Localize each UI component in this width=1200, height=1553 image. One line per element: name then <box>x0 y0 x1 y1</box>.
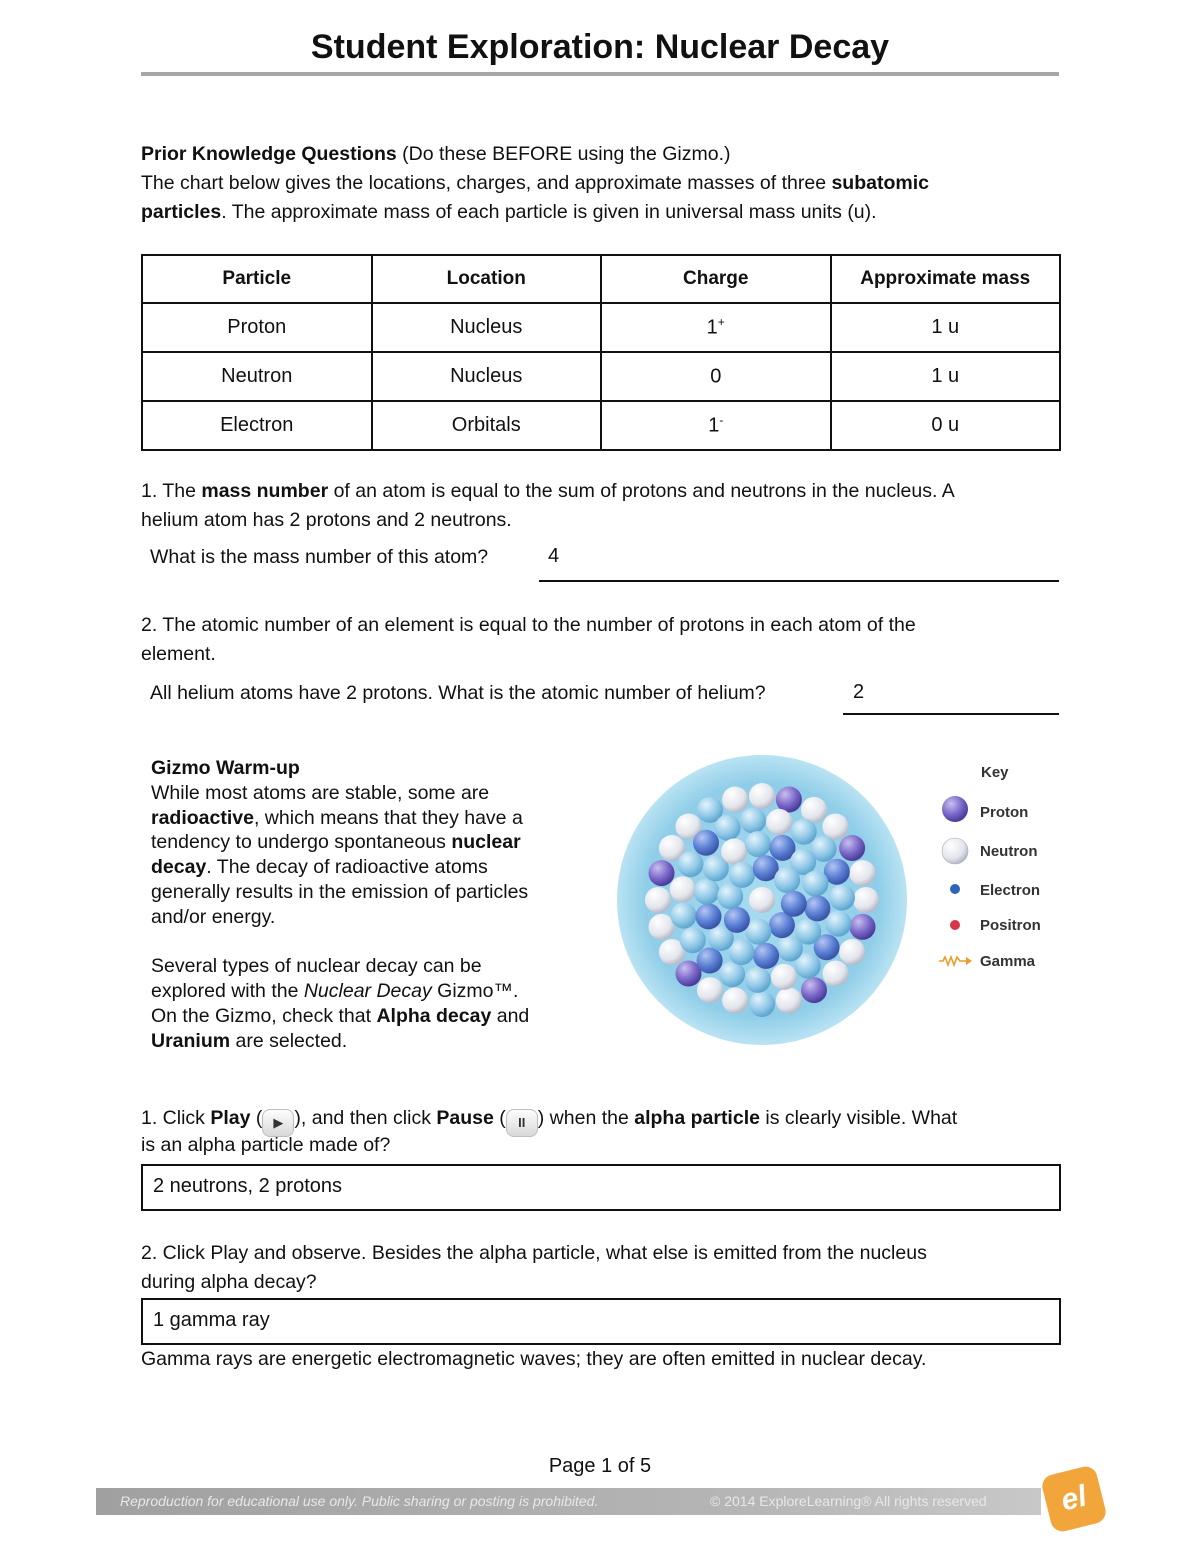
neutron-particle <box>697 977 723 1003</box>
neutron-particle <box>645 887 671 913</box>
table-header: Location <box>372 255 602 303</box>
proton-particle <box>776 787 802 813</box>
q2-answer-line <box>843 713 1059 715</box>
neutron-particle <box>715 815 741 841</box>
prior-intro-text: The chart below gives the locations, charges, and approximate masses of three <box>141 172 832 194</box>
charge-value: 1 <box>708 414 720 437</box>
prior-intro-end: . The approximate mass of each particle is given in universal mass units (u). <box>221 201 877 223</box>
neutron-particle <box>766 809 792 835</box>
neutron-particle <box>829 885 855 911</box>
gamma-note: Gamma rays are energetic electromagnetic waves; they are often emitted in nuclear decay. <box>141 1348 927 1370</box>
neutron-particle <box>729 862 755 888</box>
table-cell: Orbitals <box>372 401 602 450</box>
neutron-particle <box>823 961 849 987</box>
q1-answer-line <box>539 580 1059 582</box>
charge-sign: - <box>719 413 724 428</box>
proton-particle <box>839 835 865 861</box>
neutron-particle <box>777 936 803 962</box>
wq2-line1: 2. Click Play and observe. Besides the alpha particle, what else is emitted from the nucleus <box>141 1242 927 1264</box>
q1-pre: 1. The <box>141 480 202 502</box>
q1-question: What is the mass number of this atom? <box>150 546 489 568</box>
play-button[interactable]: ▶ <box>262 1109 294 1137</box>
table-header: Approximate mass <box>831 255 1061 303</box>
gizmo-name: Nuclear Decay <box>303 980 432 1003</box>
gamma-arrow-icon <box>966 957 972 965</box>
neutron-particle <box>719 961 745 987</box>
proton-particle <box>850 914 876 940</box>
neutron-particle <box>680 927 706 953</box>
neutron-particle <box>745 831 771 857</box>
proton-particle <box>801 977 827 1003</box>
neutron-particle <box>749 991 775 1017</box>
charge-value: 0 <box>710 365 722 388</box>
charge-value: 1 <box>706 316 718 339</box>
table-header: Particle <box>142 255 372 303</box>
warmup-bold: Alpha decay <box>376 1004 492 1027</box>
q2-answer[interactable]: 2 <box>853 681 865 703</box>
neutron-particle <box>771 964 797 990</box>
neutron-particle <box>749 783 775 809</box>
neutron-particle <box>745 967 771 993</box>
table-cell <box>601 401 831 450</box>
wq1-text: ) when the <box>537 1107 635 1129</box>
q2-question: All helium atoms have 2 protons. What is the atomic number of helium? <box>150 682 766 704</box>
neutron-particle <box>774 867 800 893</box>
proton-icon <box>942 796 968 822</box>
warmup-line: Several types of nuclear decay can be <box>151 955 482 978</box>
table-row <box>142 303 1060 352</box>
neutron-particle <box>850 860 876 886</box>
proton-particle <box>724 907 750 933</box>
pause-button[interactable]: II <box>506 1109 538 1137</box>
q1-answer[interactable]: 4 <box>548 545 560 567</box>
warmup-bold: Uranium <box>151 1029 231 1052</box>
q2-line1: 2. The atomic number of an element is equal to the number of protons in each atom of the <box>141 614 916 636</box>
wq2-line2: during alpha decay? <box>141 1271 317 1293</box>
neutron-particle <box>803 871 829 897</box>
key-swatches <box>937 794 973 974</box>
key-item-electron: Electron <box>980 882 1041 899</box>
table-row <box>142 352 1060 401</box>
warmup-bold: radioactive <box>151 806 254 829</box>
particle-table <box>141 254 1061 451</box>
warmup-line: are selected. <box>230 1029 348 1052</box>
table-cell <box>601 303 831 352</box>
title-rule <box>141 72 1059 76</box>
nucleus-illustration <box>612 748 912 1053</box>
neutron-particle <box>671 903 697 929</box>
question-2-text <box>141 611 1071 669</box>
wq2-answer-box[interactable]: 1 gamma ray <box>141 1298 1061 1345</box>
neutron-particle <box>749 887 775 913</box>
page-title: Student Exploration: Nuclear Decay <box>310 28 890 66</box>
warmup-question-1 <box>141 1100 1081 1160</box>
proton-particle <box>696 903 722 929</box>
proton-particle <box>649 860 675 886</box>
neutron-icon <box>942 838 968 864</box>
electron-icon <box>950 884 960 894</box>
table-cell: 1 u <box>831 303 1061 352</box>
key-item-proton: Proton <box>980 804 1029 821</box>
warmup-line: generally results in the emission of particles <box>151 880 529 903</box>
wq1-text: 1. Click <box>141 1107 211 1129</box>
warmup-bold: nuclear <box>451 831 521 854</box>
key-item-positron: Positron <box>980 917 1041 934</box>
question-1-text <box>141 477 1071 535</box>
warmup-line: . The decay of radioactive atoms <box>206 856 488 879</box>
proton-particle <box>697 948 723 974</box>
wq1-play-label: Play <box>210 1107 251 1129</box>
key-item-neutron: Neutron <box>980 843 1038 860</box>
table-cell: Nucleus <box>372 352 602 401</box>
warmup-line: On the Gizmo, check that <box>151 1004 377 1027</box>
neutron-particle <box>791 819 817 845</box>
warmup-line: and/or energy. <box>151 905 276 928</box>
neutron-particle <box>740 808 766 834</box>
nucleus-particles <box>645 783 879 1017</box>
wq1-alpha-label: alpha particle <box>634 1107 760 1129</box>
prior-heading-note: (Do these BEFORE using the Gizmo.) <box>396 143 731 165</box>
key-title: Key <box>981 764 1009 781</box>
q1-line2: helium atom has 2 protons and 2 neutrons. <box>141 509 512 531</box>
table-cell <box>601 352 831 401</box>
warmup-question-2 <box>141 1239 1081 1297</box>
neutron-particle <box>722 787 748 813</box>
gamma-wave-icon <box>939 957 966 965</box>
neutron-particle <box>823 814 849 840</box>
prior-intro-bold: subatomic <box>831 172 929 194</box>
table-row <box>142 401 1060 450</box>
table-header: Charge <box>601 255 831 303</box>
key-item-gamma: Gamma <box>980 953 1036 970</box>
page-number: Page 1 of 5 <box>548 1455 652 1477</box>
wq1-text: is clearly visible. What <box>759 1107 958 1129</box>
particle-key <box>925 758 1065 978</box>
q1-bold: mass number <box>201 480 329 502</box>
table-cell: Proton <box>142 303 372 352</box>
neutron-particle <box>678 851 704 877</box>
explorelearning-logo: el <box>1040 1464 1108 1534</box>
table-header-row <box>142 255 1060 303</box>
neutron-particle <box>776 988 802 1014</box>
proton-particle <box>804 895 830 921</box>
warmup-line: , which means that they have a <box>253 806 523 829</box>
neutron-particle <box>694 879 720 905</box>
neutron-particle <box>853 887 879 913</box>
warmup-bold: decay <box>151 856 207 879</box>
table-cell: 0 u <box>831 401 1061 450</box>
neutron-particle <box>670 876 696 902</box>
neutron-particle <box>839 939 865 965</box>
table-cell: Neutron <box>142 352 372 401</box>
footer-rights: © 2014 ExploreLearning® All rights reserved <box>710 1493 987 1509</box>
prior-heading: Prior Knowledge Questions <box>141 143 397 165</box>
proton-particle <box>753 943 779 969</box>
warmup-line: While most atoms are stable, some are <box>151 781 490 804</box>
q1-post: of an atom is equal to the sum of protons and neutrons in the nucleus. A <box>328 480 955 502</box>
charge-sign: + <box>717 315 725 330</box>
wq1-text: ), and then click <box>294 1107 437 1129</box>
neutron-particle <box>825 911 851 937</box>
warmup-line: tendency to undergo spontaneous <box>151 831 452 854</box>
wq1-pause-label: Pause <box>436 1107 494 1129</box>
wq1-line2: is an alpha particle made of? <box>141 1134 391 1156</box>
table-cell: Electron <box>142 401 372 450</box>
warmup-heading: Gizmo Warm-up <box>151 757 300 779</box>
warmup-text <box>151 756 591 1054</box>
warmup-line: Gizmo™. <box>431 980 519 1003</box>
table-cell: 1 u <box>831 352 1061 401</box>
positron-icon <box>950 920 960 930</box>
table-cell: Nucleus <box>372 303 602 352</box>
wq1-answer-box[interactable]: 2 neutrons, 2 protons <box>141 1164 1061 1211</box>
footer-copyright-notice: Reproduction for educational use only. Public sharing or posting is prohibited. <box>120 1493 599 1509</box>
prior-intro <box>141 140 1071 227</box>
warmup-line: explored with the <box>151 980 304 1003</box>
neutron-particle <box>649 914 675 940</box>
warmup-line: and <box>491 1004 530 1027</box>
proton-particle <box>781 891 807 917</box>
neutron-particle <box>722 988 748 1014</box>
q2-line2: element. <box>141 643 216 665</box>
proton-particle <box>693 830 719 856</box>
prior-intro-bold-2: particles <box>141 201 222 223</box>
neutron-particle <box>721 839 747 865</box>
wq1-text: ( <box>493 1107 506 1129</box>
wq1-text: ( <box>250 1107 263 1129</box>
